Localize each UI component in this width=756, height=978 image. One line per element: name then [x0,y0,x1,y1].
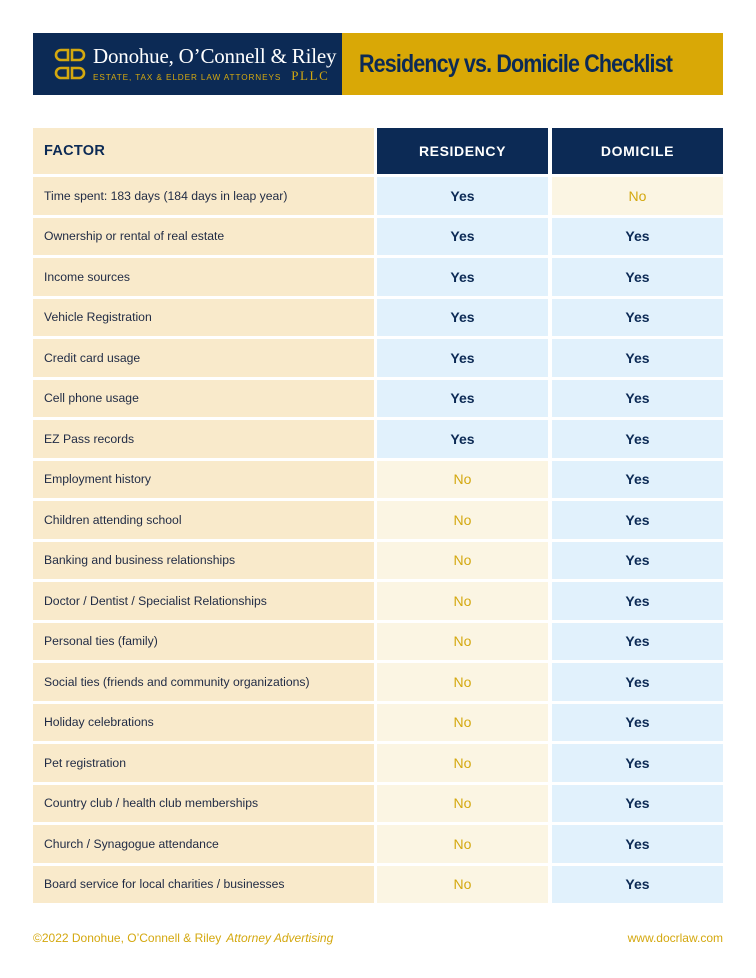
website-link[interactable]: www.docrlaw.com [627,931,723,945]
residency-cell: Yes [377,380,548,418]
factor-cell: Time spent: 183 days (184 days in leap year) [33,177,374,215]
domicile-cell: Yes [552,825,723,863]
table-row [33,299,723,337]
table-row [33,785,723,823]
factor-cell: Church / Synagogue attendance [33,825,374,863]
domicile-cell: Yes [552,501,723,539]
column-header-residency: RESIDENCY [377,128,548,174]
factor-cell: Income sources [33,258,374,296]
column-header-factor: FACTOR [33,128,374,174]
factor-cell: Holiday celebrations [33,704,374,742]
residency-cell: No [377,501,548,539]
table-row [33,582,723,620]
residency-cell: Yes [377,258,548,296]
residency-cell: No [377,542,548,580]
domicile-cell: Yes [552,623,723,661]
checklist-table [33,128,723,906]
table-row [33,825,723,863]
table-row [33,461,723,499]
table-row [33,542,723,580]
factor-cell: Vehicle Registration [33,299,374,337]
firm-subtitle: ESTATE, TAX & ELDER LAW ATTORNEYS [93,72,282,82]
domicile-cell: Yes [552,785,723,823]
domicile-cell: Yes [552,663,723,701]
footer-left [33,931,333,945]
firm-name: Donohue, O’Connell & Riley [93,43,337,68]
residency-cell: No [377,582,548,620]
domicile-cell: Yes [552,704,723,742]
title-block [342,33,723,95]
factor-cell: EZ Pass records [33,420,374,458]
residency-cell: Yes [377,177,548,215]
table-header-row [33,128,723,174]
residency-cell: No [377,704,548,742]
table-row [33,339,723,377]
domicile-cell: Yes [552,461,723,499]
firm-suffix: PLLC [291,67,330,83]
factor-cell: Doctor / Dentist / Specialist Relationships [33,582,374,620]
table-row [33,380,723,418]
table-row [33,663,723,701]
table-row [33,177,723,215]
table-row [33,623,723,661]
residency-cell: Yes [377,299,548,337]
factor-cell: Country club / health club memberships [33,785,374,823]
residency-cell: Yes [377,339,548,377]
factor-cell: Employment history [33,461,374,499]
column-header-domicile: DOMICILE [552,128,723,174]
residency-cell: Yes [377,420,548,458]
table-row [33,501,723,539]
table-row [33,258,723,296]
residency-cell: No [377,461,548,499]
domicile-cell: Yes [552,542,723,580]
domicile-cell: Yes [552,866,723,904]
domicile-cell: Yes [552,380,723,418]
domicile-cell: No [552,177,723,215]
table-row [33,744,723,782]
table-row [33,420,723,458]
page-title: Residency vs. Domicile Checklist [358,49,673,78]
domicile-cell: Yes [552,744,723,782]
factor-cell: Credit card usage [33,339,374,377]
residency-cell: No [377,744,548,782]
table-row [33,218,723,256]
factor-cell: Social ties (friends and community organizations) [33,663,374,701]
firm-logo-icon [53,47,87,81]
factor-cell: Banking and business relationships [33,542,374,580]
residency-cell: No [377,866,548,904]
factor-cell: Pet registration [33,744,374,782]
domicile-cell: Yes [552,339,723,377]
domicile-cell: Yes [552,299,723,337]
domicile-cell: Yes [552,258,723,296]
factor-cell: Cell phone usage [33,380,374,418]
table-row [33,704,723,742]
domicile-cell: Yes [552,582,723,620]
factor-cell: Ownership or rental of real estate [33,218,374,256]
copyright-text: ©2022 Donohue, O’Connell & Riley [33,931,222,945]
residency-cell: No [377,785,548,823]
page-footer [33,931,723,945]
residency-cell: No [377,663,548,701]
factor-cell: Personal ties (family) [33,623,374,661]
domicile-cell: Yes [552,420,723,458]
domicile-cell: Yes [552,218,723,256]
residency-cell: No [377,825,548,863]
firm-brand [33,33,342,95]
page-header [33,33,723,95]
factor-cell: Board service for local charities / businesses [33,866,374,904]
residency-cell: No [377,623,548,661]
residency-cell: Yes [377,218,548,256]
factor-cell: Children attending school [33,501,374,539]
table-row [33,866,723,904]
advertising-text: Attorney Advertising [226,931,334,945]
